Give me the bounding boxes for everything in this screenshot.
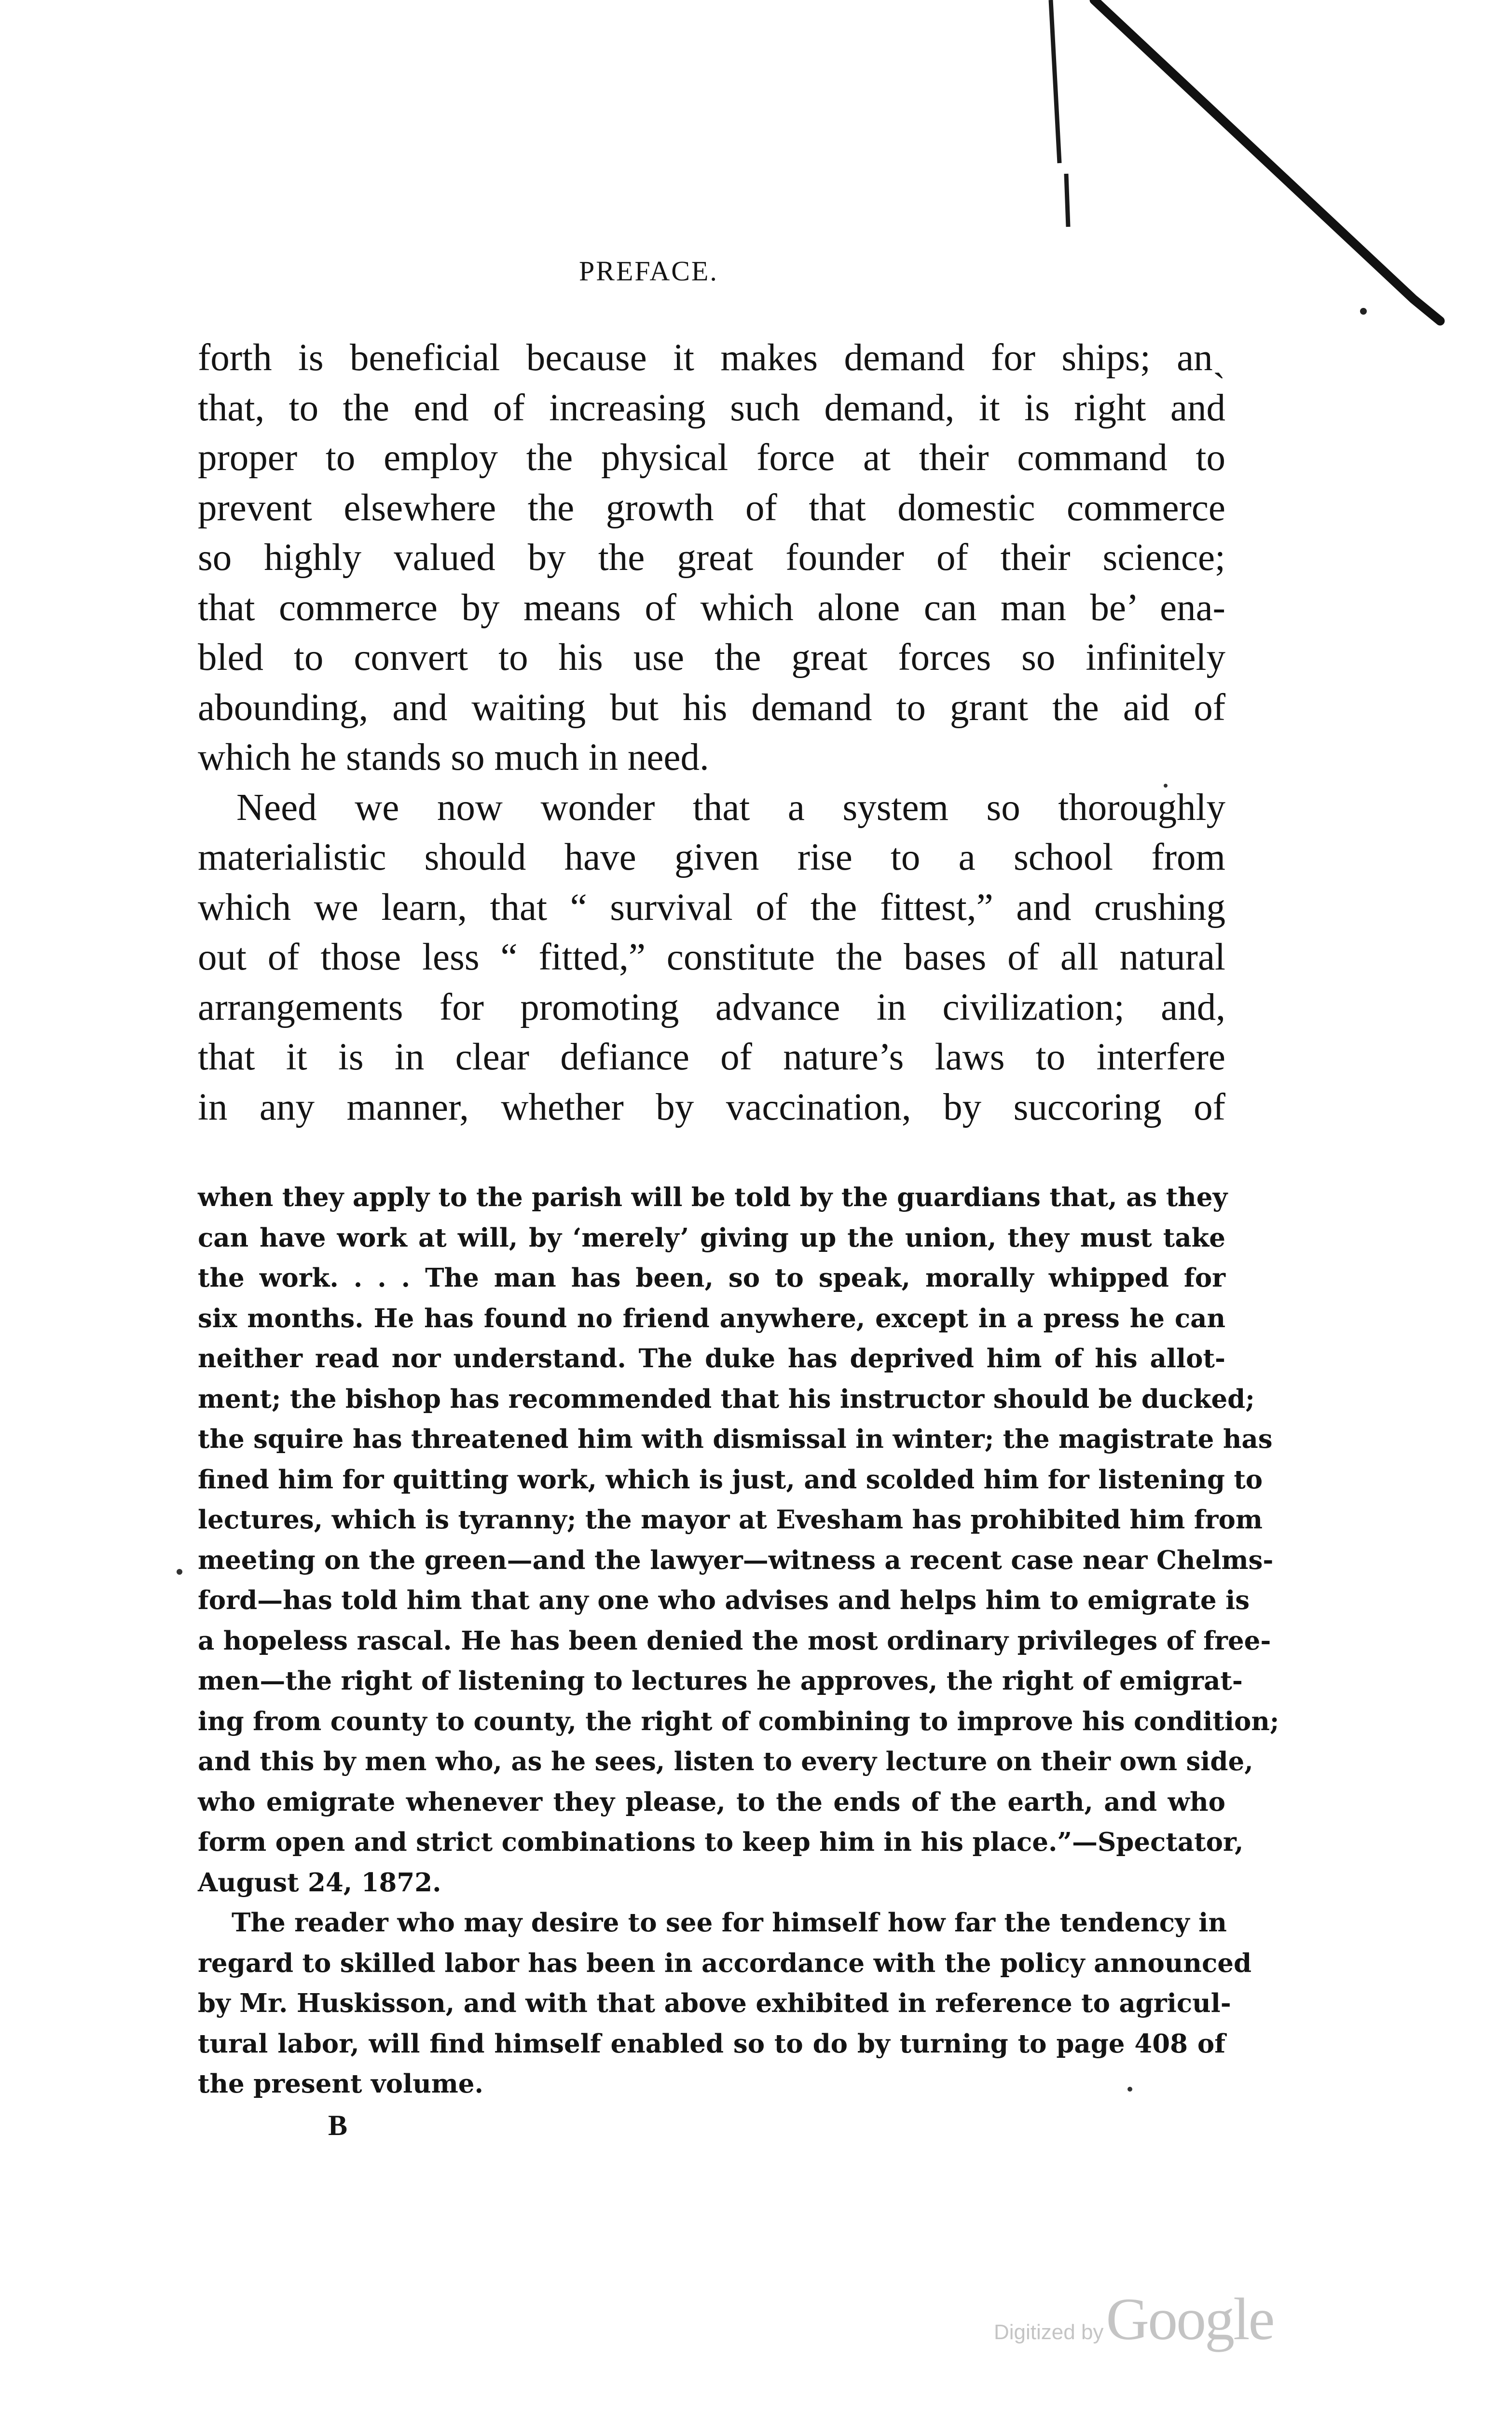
footnote-line: can have work at will, by ‘merely’ giving up the union, they must take <box>198 1222 1225 1253</box>
watermark-digitized-by: Digitized by <box>994 2320 1104 2344</box>
footnote-line: a hopeless rascal. He has been denied the most ordinary privileges of free- <box>198 1625 1271 1656</box>
footnote-block <box>198 1178 1279 2105</box>
footnote-line: regard to skilled labor has been in accordance with the policy announced <box>198 1948 1251 1978</box>
footnote-line: ford—has told him that any one who advises and helps him to emigrate is <box>198 1585 1250 1615</box>
footnote-line: The reader who may desire to see for himself how far the tendency in <box>232 1908 1227 1938</box>
footnote-line: ment; the bishop has recommended that his instructor should be ducked; <box>198 1384 1255 1414</box>
scan-diagonal-stroke <box>1094 0 1440 321</box>
scan-speck <box>1360 308 1367 315</box>
footnote-line: six months. He has found no friend anywhere, except in a press he can <box>198 1303 1225 1333</box>
signature-mark: B <box>328 2109 348 2141</box>
footnote-line: when they apply to the parish will be told by the guardians that, as they <box>198 1182 1228 1212</box>
google-watermark <box>994 2285 1274 2354</box>
main-text-line: forth is beneficial because it makes demand for ships; anˎ <box>198 337 1225 379</box>
footnote-line: August 24, 1872. <box>198 1867 441 1898</box>
scan-speck <box>177 1569 182 1575</box>
footnote-line: fined him for quitting work, which is just, and scolded him for listening to <box>198 1464 1263 1495</box>
footnote-line: who emigrate whenever they please, to the ends of the earth, and who <box>198 1787 1225 1817</box>
running-head: PREFACE. <box>579 255 718 287</box>
main-text-line: that it is in clear defiance of nature’s laws to interfere <box>198 1036 1225 1078</box>
main-text-line: which we learn, that “ survival of the fittest,” and crushing <box>198 886 1225 929</box>
footnote-line: meeting on the green—and the lawyer—witness a recent case near Chelms- <box>198 1545 1274 1575</box>
footnote-line: neither read nor understand. The duke has deprived him of his allot- <box>198 1344 1225 1373</box>
main-text-line: prevent elsewhere the growth of that domestic commerce <box>198 486 1225 529</box>
footnote-line: the squire has threatened him with dismissal in winter; the magistrate has <box>198 1424 1273 1454</box>
main-text-line: bled to convert to his use the great forces so infinitely <box>198 637 1225 679</box>
main-text-line: arrangements for promoting advance in civilization; and, <box>198 986 1225 1028</box>
main-text-line: that, to the end of increasing such demand, it is right and <box>198 387 1225 429</box>
main-text-line: Need we now wonder that a system so thoroughly <box>236 786 1225 829</box>
main-text-line: in any manner, whether by vaccination, by succoring of <box>198 1086 1225 1128</box>
main-text-line: which he stands so much in need. <box>198 736 709 778</box>
main-text-block <box>198 333 1225 1132</box>
footnote-line: tural labor, will find himself enabled so to do by turning to page 408 of <box>198 2028 1225 2059</box>
footnote-line: the work. . . . The man has been, so to speak, morally whipped for <box>198 1263 1225 1293</box>
main-text-line: materialistic should have given rise to a school from <box>198 836 1225 878</box>
main-text-line: proper to employ the physical force at their command to <box>198 437 1225 479</box>
watermark-google-logo: Google <box>1106 2286 1274 2352</box>
main-text-line: that commerce by means of which alone can man be’ ena- <box>198 586 1225 629</box>
footnote-line: and this by men who, as he sees, listen to every lecture on their own side, <box>198 1747 1253 1776</box>
footnote-line: the present volume. <box>198 2069 483 2099</box>
footnote-line: ing from county to county, the right of combining to improve his condition; <box>198 1706 1279 1736</box>
footnote-line: lectures, which is tyranny; the mayor at Evesham has prohibited him from <box>198 1505 1263 1535</box>
main-text-line: out of those less “ fitted,” constitute the bases of all natural <box>198 936 1225 978</box>
footnote-line: men—the right of listening to lectures he approves, the right of emigrat- <box>198 1666 1243 1696</box>
scan-edge-line <box>1051 0 1068 227</box>
footnote-line: form open and strict combinations to keep him in his place.”—Spectator, <box>198 1827 1244 1857</box>
main-text-line: abounding, and waiting but his demand to grant the aid of <box>198 686 1225 729</box>
footnote-line: by Mr. Huskisson, and with that above exhibited in reference to agricul- <box>198 1988 1231 2018</box>
main-text-line: so highly valued by the great founder of their science; <box>198 537 1225 579</box>
